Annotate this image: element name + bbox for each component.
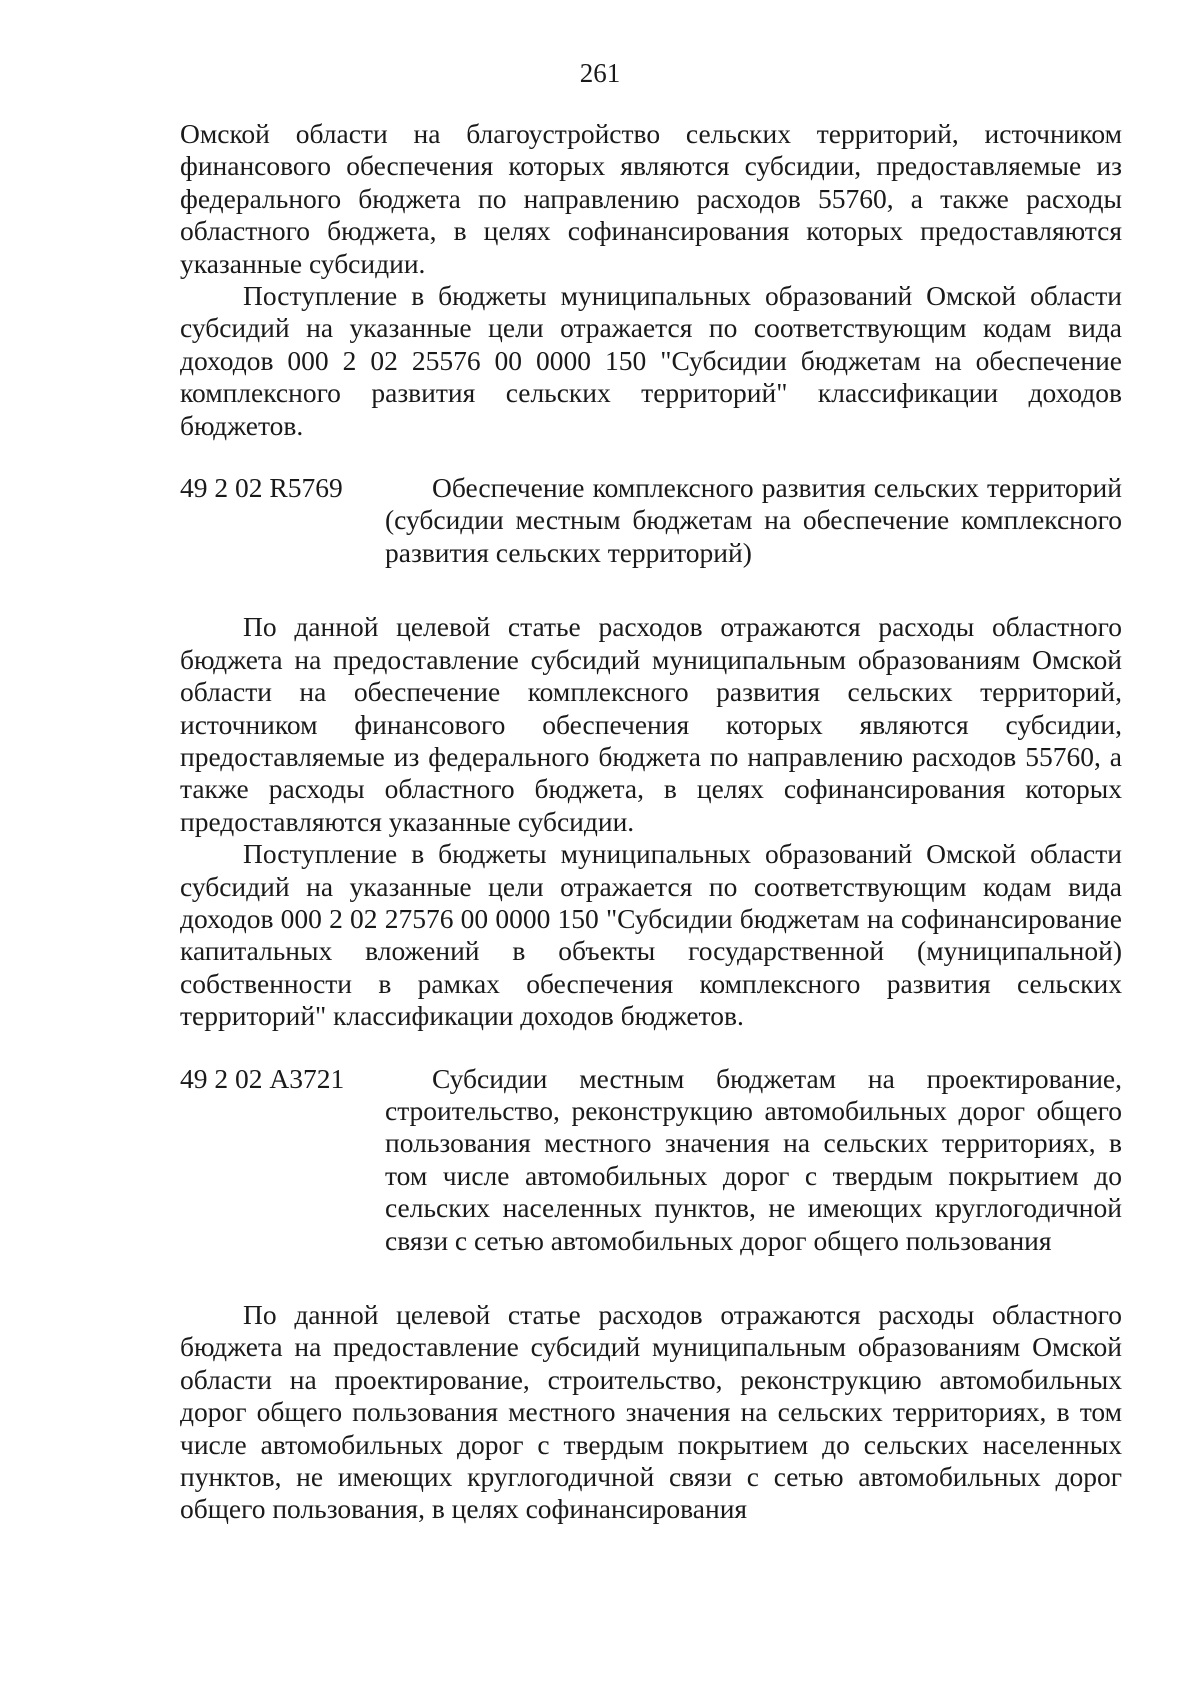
expense-article-code: 49 2 02 А3721 [180, 1062, 345, 1094]
body-paragraph: Поступление в бюджеты муниципальных образований Омской области субсидий на указанные цели отражается по соответствующим кодам вида доходов 000 2 02 27576 00 0000 150 "Субсидии бюджетам на софинансирование капитальных вложений в объекты государственной (муниципальной) собственности в рамках обеспечения комплексного развития сельских территорий" классификации доходов бюджетов. [180, 838, 1122, 1032]
expense-article-entry [180, 472, 1122, 569]
body-paragraph: Омской области на благоустройство сельских территорий, источником финансового обеспечения которых являются субсидии, предоставляемые из федерального бюджета по направлению расходов 55760, а также расходы областного бюджета, в целях софинансирования которых предоставляются указанные субсидии. [180, 118, 1122, 279]
document-body [180, 118, 1122, 1526]
expense-article-title: Субсидии местным бюджетам на проектирование, строительство, реконструкцию автомобильных дорог общего пользования местного значения на сельских территориях, в том числе автомобильных дорог с твердым покрытием до сельских населенных пунктов, не имеющих круглогодичной связи с сетью автомобильных дорог общего пользования [385, 1062, 1122, 1256]
expense-article-code: 49 2 02 R5769 [180, 472, 343, 504]
page-number: 261 [579, 58, 621, 88]
expense-article-title: Обеспечение комплексного развития сельских территорий (субсидии местным бюджетам на обеспечение комплексного развития сельских территорий) [385, 472, 1122, 568]
body-paragraph: По данной целевой статье расходов отражаются расходы областного бюджета на предоставление субсидий муниципальным образованиям Омской области на обеспечение комплексного развития сельских территорий, источником финансового обеспечения которых являются субсидии, предоставляемые из федерального бюджета по направлению расходов 55760, а также расходы областного бюджета, в целях софинансирования которых предоставляются указанные субсидии. [180, 611, 1122, 837]
expense-article-entry [180, 1063, 1122, 1257]
body-paragraph: Поступление в бюджеты муниципальных образований Омской области субсидий на указанные цели отражается по соответствующим кодам вида доходов 000 2 02 25576 00 0000 150 "Субсидии бюджетам на обеспечение комплексного развития сельских территорий" классификации доходов бюджетов. [180, 280, 1122, 441]
body-paragraph: По данной целевой статье расходов отражаются расходы областного бюджета на предоставление субсидий муниципальным образованиям Омской области на проектирование, строительство, реконструкцию автомобильных дорог общего пользования местного значения на сельских территориях, в том числе автомобильных дорог с твердым покрытием до сельских населенных пунктов, не имеющих круглогодичной связи с сетью автомобильных дорог общего пользования, в целях софинансирования [180, 1299, 1122, 1525]
